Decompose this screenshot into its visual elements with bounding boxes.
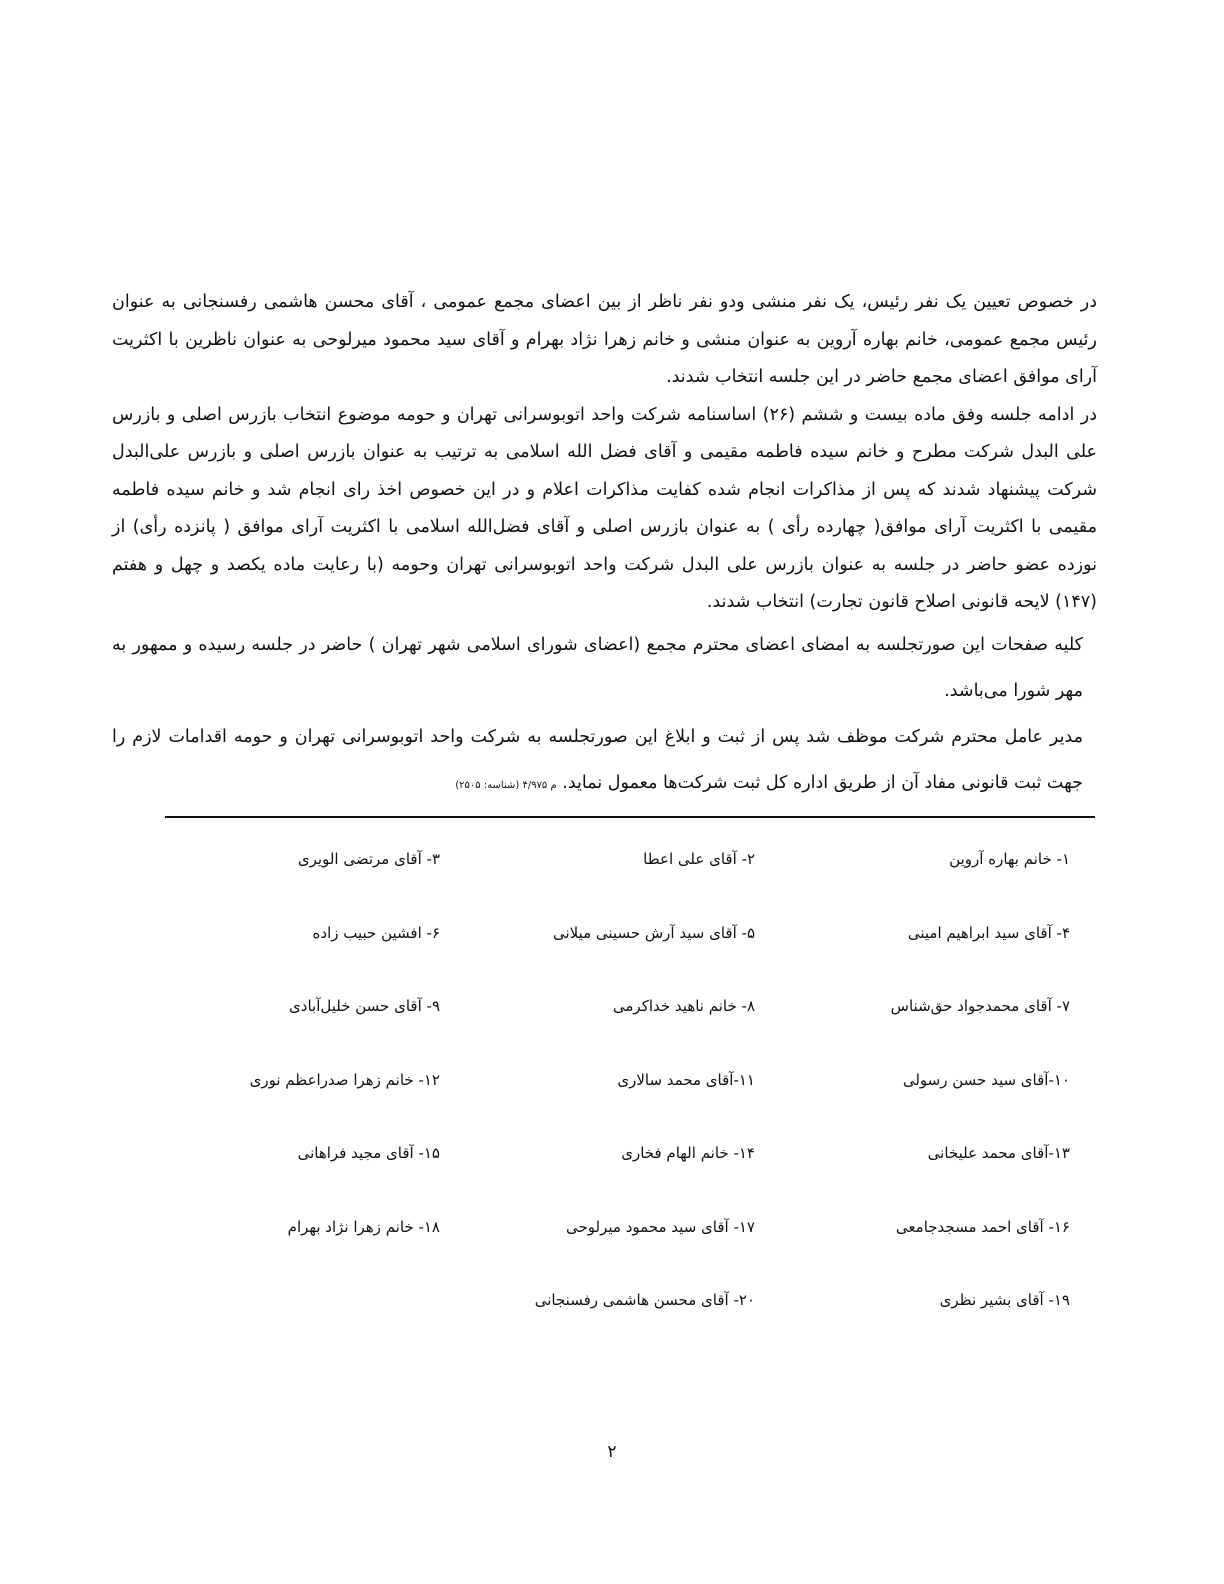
registration-text: مدیر عامل محترم شرکت موظف شد پس از ثبت و ابلاغ این صورتجلسه به شرکت واحد اتوبوسرانی تهران و حومه اقدامات لازم را جهت ثبت قانونی مفاد آن از طریق اداره کل ثبت شرکت‌ها معمول نماید.	[112, 726, 1083, 793]
signatory: ۹- آقای حسن خلیل‌آبادی	[289, 997, 440, 1015]
signatory: ۱۹- آقای بشیر نظری	[939, 1291, 1070, 1309]
signatory: ۵- آقای سید آرش حسینی میلانی	[552, 923, 755, 942]
paragraph-signatures: کلیه صفحات این صورتجلسه به امضای اعضای محترم مجمع (اعضای شورای اسلامی شهر تهران ) حاضر در جلسه رسیده و ممهور به مهر شورا می‌باشد.	[112, 634, 1083, 701]
signatory: ۴- آقای سید ابراهیم امینی	[907, 923, 1070, 942]
minutes-body	[112, 284, 1097, 809]
page-number: ۲	[607, 1442, 617, 1462]
paragraph-registration	[112, 714, 1097, 809]
signatory: ۱۵- آقای مجید فراهانی	[297, 1144, 440, 1162]
signatory: ۶- افشین حبیب زاده	[312, 923, 440, 942]
signatory: ۱۱-آقای محمد سالاری	[617, 1070, 755, 1089]
signatories-list	[230, 842, 1080, 1357]
divider	[165, 816, 1095, 818]
signatory: ۱۲- خانم زهرا صدراعظم نوری	[249, 1070, 440, 1089]
reference-note: م ۴/۹۷۵ (شناسه: ۲۵۰۵)	[455, 779, 557, 791]
signatory: ۱۴- خانم الهام فخاری	[621, 1144, 755, 1162]
paragraph-board-selection: در خصوص تعیین یک نفر رئیس، یک نفر منشی ودو نفر ناظر از بین اعضای مجمع عمومی ، آقای محسن هاشمی رفسنجانی به عنوان رئیس مجمع عمومی، خانم بهاره آروین به عنوان منشی و خانم زهرا نژاد بهرام و آقای سید محمود میرلوحی به عنوان ناظرین با اکثریت آرای موافق اعضای مجمع حاضر در این جلسه انتخاب شدند.	[112, 292, 1097, 387]
signatory: ۲۰- آقای محسن هاشمی رفسنجانی	[534, 1291, 755, 1309]
signatory: ۱- خانم بهاره آروین	[949, 850, 1070, 868]
signatory: ۱۸- خانم زهرا نژاد بهرام	[287, 1217, 440, 1236]
signatory: ۸- خانم ناهید خداکرمی	[612, 997, 755, 1015]
signatory: ۲- آقای علی اعطا	[643, 850, 755, 868]
signatory: ۱۳-آقای محمد علیخانی	[927, 1144, 1070, 1162]
signatory: ۱۶- آقای احمد مسجدجامعی	[895, 1217, 1070, 1236]
signatory: ۱۰-آقای سید حسن رسولی	[902, 1070, 1070, 1089]
signatory: ۱۷- آقای سید محمود میرلوحی	[566, 1217, 755, 1236]
signatory: ۳- آقای مرتضی الویری	[297, 850, 440, 868]
signatory: ۷- آقای محمدجواد حق‌شناس	[890, 997, 1070, 1015]
paragraph-inspector-election: در ادامه جلسه وفق ماده بیست و ششم (۲۶) اساسنامه شرکت واحد اتوبوسرانی تهران و حومه موضوع انتخاب بازرس اصلی و بازرس علی البدل شرکت مطرح و خانم سیده فاطمه مقیمی و آقای فضل الله اسلامی به ترتیب به عنوان بازرس اصلی و بازرس علی‌البدل شرکت پیشنهاد شدند که پس از مذاکرات انجام شده کفایت مذاکرات اعلام و در این خصوص اخذ رای انجام شد و خانم سیده فاطمه مقیمی با اکثریت آرای موافق( چهارده رأی ) به عنوان بازرس اصلی و آقای فضل‌الله اسلامی با اکثریت آرای موافق ( پانزده رأی) از نوزده عضو حاضر در جلسه به عنوان بازرس علی البدل شرکت واحد اتوبوسرانی تهران وحومه (با رعایت ماده یکصد و چهل و هفتم (۱۴۷) لایحه قانونی اصلاح قانون تجارت) انتخاب شدند.	[112, 404, 1097, 612]
